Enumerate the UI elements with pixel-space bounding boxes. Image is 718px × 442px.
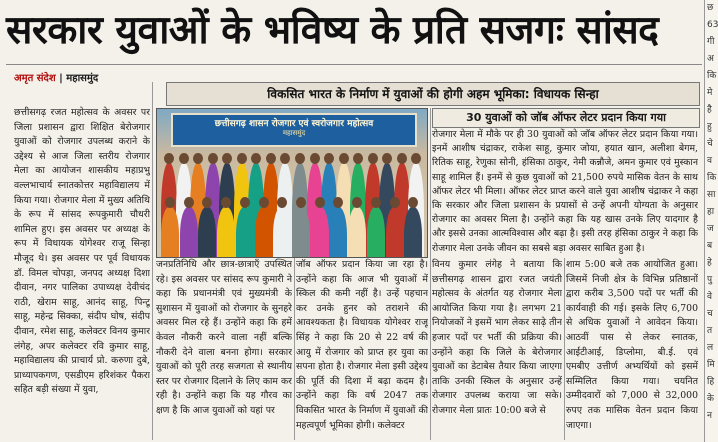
article-column-5: शाम 5:00 बजे तक आयोजित हुआ। जिसमें निजी क्षेत्र के विभिन्न प्रतिष्ठानों द्वारा करीब 3,500 पदों पर भर्ती की कार्यवाही की गई। इसके लिए 6,700 से अधिक युवाओं ने आवेदन किया। आठवीं पास से लेकर स्नातक, आईटीआई, डिप्लोमा, बी.ई. एवं एमबीए उत्तीर्ण अभ्यर्थियों को इसमें सम्मिलित किया गया। चयनित उम्मीदवारों को 7,000 से 32,000 रुपए तक मासिक वेतन प्रदान किया जाएगा।: [566, 259, 698, 431]
margin-fragment: ल: [707, 343, 714, 353]
photo-person-head: [184, 197, 194, 208]
photo-person: [217, 207, 235, 258]
margin-fragment: कि: [707, 173, 717, 183]
photo-person: [198, 207, 216, 258]
margin-fragment: हा: [707, 207, 715, 217]
photo-stage-banner: [171, 113, 417, 147]
brand-location: महासमुंद: [66, 73, 99, 84]
job-offer-box-title: 30 युवाओं को जॉब ऑफर लेटर प्रदान किया गया: [432, 108, 700, 128]
photo-person-head: [164, 153, 174, 164]
margin-fragment: न: [707, 411, 712, 421]
margin-fragment: त: [707, 326, 713, 336]
margin-fragment: कि: [707, 71, 717, 81]
article-column-2: जनप्रतिनिधि और छात्र-छात्राएँ उपस्थित रहे। इस अवसर पर सांसद रूप कुमारी ने कहा कि प्रधानमंत्री एवं मुख्यमंत्री के सुशासन में युवाओं को रोजगार के सुनहरे अवसर मिल रहे हैं। उन्होंने कहा कि हमें केवल नौकरी करने वाला नहीं बल्कि नौकरी देने वाला बनना होगा। सरकार युवाओं को पूरी तरह सजगता से स्थानीय स्तर पर रोजगार दिलाने के लिए काम कर रही है। उन्होंने कहा कि यह गौरव का क्षण है कि आज युवाओं को यहां पर: [156, 259, 292, 416]
photo-person-head: [315, 197, 325, 208]
photo-person: [386, 207, 404, 258]
job-offer-box-body: रोजगार मेला में मौके पर ही 30 युवाओं को जॉब ऑफर लेटर प्रदान किया गया। इनमें आशीष चंद्राकर, राकेश साहू, कुमार जोया, हयात खान, अलीशा बेगम, रितिक साहू, रेणुका सोनी, हंसिका ठाकुर, नेमी कन्नौजे, अमन कुमार एवं मुस्कान साहू शामिल हैं। इनमें से कुछ युवाओं को 21,500 रुपये मासिक वेतन के साथ ऑफर लेटर भी मिला। ऑफर लेटर प्राप्त करने वाले युवा आशीष चंद्राकर ने कहा कि सरकार और जिला प्रशासन के प्रयासों से उन्हें अपनी योग्यता के अनुसार रोजगार का अवसर मिला है। उन्होंने कहा कि यह खास उनके लिए यादगार है और इससे उनका आत्मविश्वास और बढ़ा है। इसी तरह हंसिका ठाकुर ने कहा कि रोजगार मेला उनके जीवन का सबसे बड़ा अवसर साबित हुआ है।: [432, 129, 698, 254]
photo-person: [161, 207, 179, 258]
photo-person-head: [397, 153, 407, 164]
margin-fragment: हु: [707, 122, 712, 132]
margin-fragment: ज: [707, 224, 714, 234]
margin-fragment: चे: [707, 139, 713, 149]
photo-person-head: [371, 197, 381, 208]
margin-fragment: पु: [707, 275, 713, 285]
photo-person: [180, 207, 198, 258]
photo-person-head: [296, 197, 306, 208]
margin-fragment: छ: [707, 3, 714, 13]
photo-person-head: [251, 153, 261, 164]
photo-person-head: [280, 153, 290, 164]
photo-person: [367, 207, 385, 258]
brand-logo: अमृत संदेश: [14, 73, 56, 84]
margin-fragment: 63: [707, 20, 718, 30]
photo-person: [273, 207, 291, 258]
margin-fragment: गी: [707, 37, 715, 47]
photo-person-head: [193, 153, 203, 164]
photo-person-head: [222, 153, 232, 164]
column-divider: [152, 82, 153, 440]
margin-fragment: सा: [707, 190, 716, 200]
photo-person: [255, 207, 273, 258]
column-divider: [430, 108, 431, 440]
photo-person: [329, 207, 347, 258]
photo-person-head: [310, 153, 320, 164]
photo-person-head: [259, 197, 269, 208]
photo-person-head: [295, 153, 305, 164]
photo-person: [292, 207, 310, 258]
margin-fragment: है: [707, 105, 712, 115]
photo-person-head: [165, 197, 175, 208]
banner-title: छत्तीसगढ़ शासन रोजगार एवं स्वरोजगार महोत्सव: [214, 119, 374, 129]
headline-rule: [6, 64, 702, 65]
photo-person-head: [382, 153, 392, 164]
margin-fragment: के: [707, 394, 714, 404]
photo-person-head: [240, 197, 250, 208]
margin-fragment: ब: [707, 241, 713, 251]
photo-person-head: [390, 197, 400, 208]
adjacent-column-fragment: [704, 0, 718, 442]
banner-location: महासमुंद: [282, 129, 306, 137]
article-column-3: जॉब ऑफर प्रदान किया जा रहा है। उन्होंने कहा कि आज भी युवाओं में स्किल की कमी नहीं है। उन्हें पहचान कर उनके हुनर को तराशने की आवश्यकता है। विधायक योगेश्वर राजू सिंह ने कहा कि 20 से 22 वर्ष की आयु में रोजगार को प्राप्त हर युवा का सपना होता है। रोजगार मेला इसी उद्देश्य की पूर्ति की दिशा में बढ़ा कदम है। उन्होंने कहा कि वर्ष 2047 तक विकसित भारत के निर्माण में युवाओं की महत्वपूर्ण भूमिका होगी। कलेक्टर: [296, 259, 428, 431]
newspaper-brand: [14, 70, 164, 88]
column-divider: [564, 258, 565, 440]
photo-person: [348, 207, 366, 258]
margin-fragment: हि: [707, 377, 715, 387]
photo-person: [311, 207, 329, 258]
column-divider: [294, 258, 295, 440]
margin-fragment: मे: [707, 88, 713, 98]
photo-person: [404, 207, 422, 258]
photo-person-head: [339, 153, 349, 164]
photo-person-head: [266, 153, 276, 164]
margin-fragment: मि: [707, 360, 715, 370]
event-photo: [156, 108, 428, 258]
margin-fragment: वे: [707, 292, 713, 302]
photo-person-head: [237, 153, 247, 164]
photo-person-head: [179, 153, 189, 164]
photo-person-head: [324, 153, 334, 164]
photo-person-head: [208, 153, 218, 164]
subheadline: विकसित भारत के निर्माण में युवाओं की होगी अहम भूमिका: विधायक सिन्हा: [166, 82, 700, 106]
margin-fragment: च: [707, 309, 713, 319]
photo-person-head: [353, 153, 363, 164]
margin-fragment: अ: [707, 54, 714, 64]
article-column-1: छत्तीसगढ़ रजत महोत्सव के अवसर पर जिला प्रशासन द्वारा शिक्षित बेरोजगार युवाओं को रोजगार उपलब्ध कराने के उद्देश्य से आज जिला स्तरीय रोजगार मेला का आयोजन शासकीय महाप्रभु वल्लभाचार्य स्नातकोत्तर महाविद्यालय में किया गया। रोजगार मेला में मुख्य अतिथि के रूप में सांसद रूपकुमारी चौधरी शामिल हुए। इस अवसर पर अध्यक्ष के रूप में विधायक योगेश्वर राजू सिन्हा मौजूद थे। इस अवसर पर पूर्व विधायक डॉ. विमल चोपड़ा, जनपद अध्यक्ष दिशा दीवान, नगर पालिका उपाध्यक्ष देवीचंद राठी, खेराम साहू, आनंद साहू, पिन्टू साहू, महेन्द्र सिक्का, संदीप घोष, संदीप दीवान, रमेश साहू, कलेक्टर विनय कुमार लंगेह, अपर कलेक्टर रवि कुमार साहू, महाविद्यालय की प्राचार्य प्रो. करुणा दुबे, प्राध्यापकगण, एसडीएम हरिशंकर पैकरा सहित बड़ी संख्या में युवा,: [14, 107, 150, 396]
margin-fragment: व: [707, 156, 713, 166]
brand-separator: |: [59, 73, 67, 84]
article-column-4: विनय कुमार लंगेह ने बताया कि छत्तीसगढ़ शासन द्वारा रजत जयंती महोत्सव के अंतर्गत यह रोजगार मेला आयोजित किया गया है। लगभग 21 नियोजकों ने इसमें भाग लेकर साढ़े तीन हजार पदों पर भर्ती की प्रक्रिया की। उन्होंने कहा कि जिले के बेरोजगार युवाओं का डेटाबेस तैयार किया जाएगा ताकि उनकी स्किल के अनुसार उन्हें रोजगार उपलब्ध कराया जा सके। रोजगार मेला प्रातः 10:00 बजे से: [432, 259, 562, 416]
photo-person: [236, 207, 254, 258]
photo-person-head: [411, 153, 421, 164]
headline: सरकार युवाओं के भविष्य के प्रति सजगः सांसद: [6, 8, 659, 53]
photo-person-head: [368, 153, 378, 164]
margin-fragment: हे: [707, 258, 712, 268]
